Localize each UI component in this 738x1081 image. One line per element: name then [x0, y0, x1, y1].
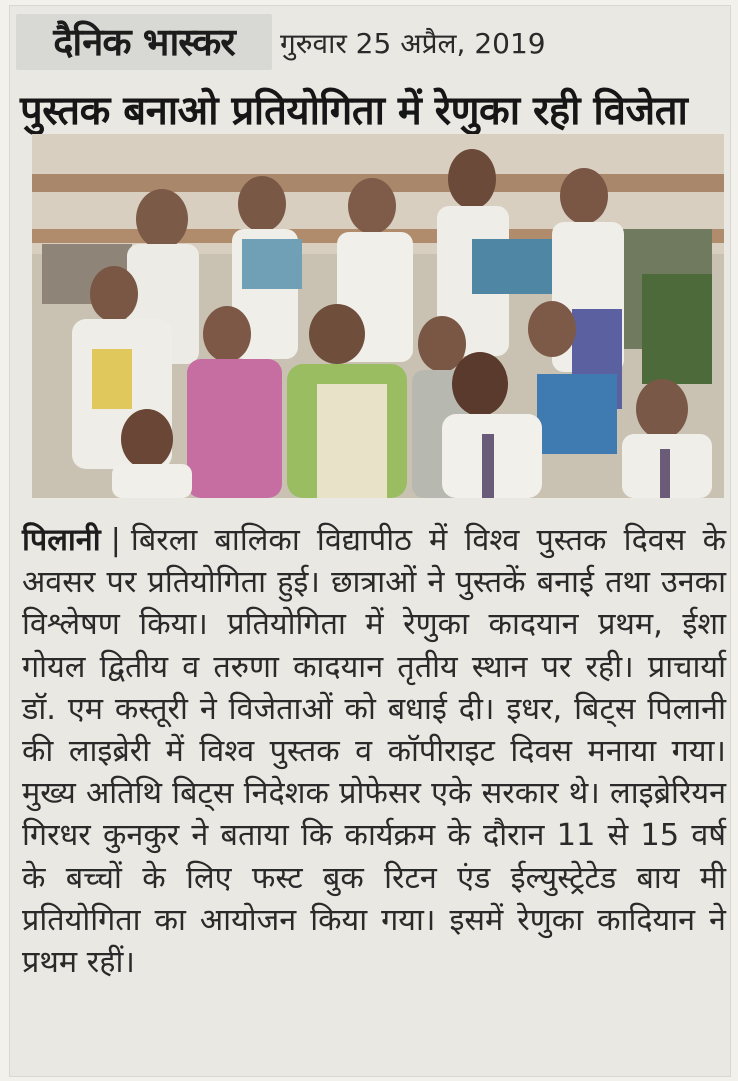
newspaper-clipping — [10, 6, 730, 1076]
newspaper-logo: दैनिक भास्कर — [16, 14, 272, 70]
group-photo — [32, 134, 724, 498]
article-dateline: पिलानी — [22, 523, 101, 558]
dateline-separator: | — [110, 523, 121, 558]
article-headline: पुस्तक बनाओ प्रतियोगिता में रेणुका रही विजेता — [20, 88, 688, 134]
publication-date: गुरुवार 25 अप्रैल, 2019 — [280, 27, 546, 60]
article-body — [22, 520, 726, 984]
masthead — [16, 14, 556, 72]
article-text: बिरला बालिका विद्यापीठ में विश्व पुस्तक दिवस के अवसर पर प्रतियोगिता हुई। छात्राओं ने पुस्तकें बनाई तथा उनका विश्लेषण किया। प्रतियोगिता में रेणुका कादयान प्रथम, ईशा गोयल द्वितीय व तरुणा कादयान तृतीय स्थान पर रही। प्राचार्या डॉ. एम कस्तूरी ने विजेताओं को बधाई दी। इधर, बिट्स पिलानी की लाइब्रेरी में विश्व पुस्तक व कॉपीराइट दिवस मनाया गया। मुख्य अतिथि बिट्स निदेशक प्रोफेसर एके सरकार थे। लाइब्रेरियन गिरधर कुनकुर ने बताया कि कार्यक्रम के दौरान 11 से 15 वर्ष के बच्चों के लिए फस्ट बुक रिटन एंड ईल्युस्ट्रेटेड बाय मी प्रतियोगिता का आयोजन किया गया। इसमें रेणुका कादियान ने प्रथम रहीं। — [22, 523, 726, 981]
